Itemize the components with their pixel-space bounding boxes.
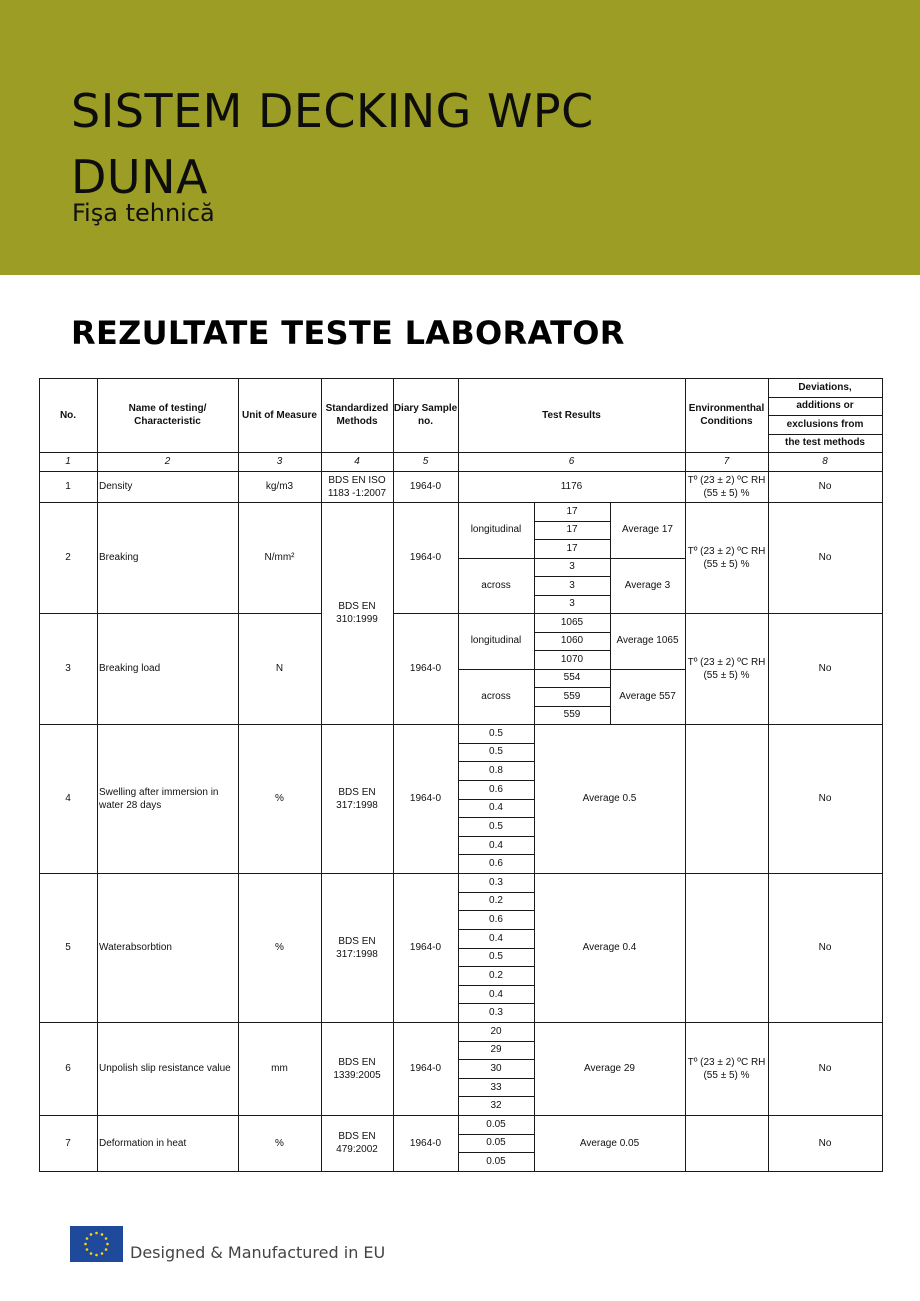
row-unit: % bbox=[275, 942, 284, 953]
row-deviation: No bbox=[818, 793, 832, 804]
group-average: Average 557 bbox=[619, 690, 676, 702]
result-average: Average 0.4 bbox=[582, 942, 637, 953]
row-unit: % bbox=[275, 793, 284, 804]
result-value: 0.8 bbox=[489, 765, 503, 777]
column-number: 3 bbox=[276, 456, 283, 467]
row-diary: 1964-0 bbox=[409, 552, 442, 563]
table-rule bbox=[882, 378, 883, 1171]
result-value: 0.6 bbox=[489, 858, 503, 870]
header-no: No. bbox=[59, 409, 77, 421]
eu-star-icon bbox=[90, 1233, 93, 1236]
eu-star-icon bbox=[105, 1248, 108, 1251]
row-env: Tº (23 ± 2) ºC RH (55 ± 5) % bbox=[687, 545, 766, 570]
row-characteristic: Breaking load bbox=[99, 663, 161, 674]
row-deviation: No bbox=[818, 663, 832, 674]
header-results: Test Results bbox=[542, 409, 601, 421]
result-value: 0.05 bbox=[486, 1156, 506, 1168]
result-value: 559 bbox=[563, 690, 581, 702]
title-line-2: DUNA bbox=[71, 150, 208, 204]
eu-star-icon bbox=[105, 1237, 108, 1240]
eu-star-icon bbox=[95, 1254, 98, 1257]
group-label: across bbox=[481, 690, 511, 702]
result-average: Average 0.5 bbox=[582, 793, 637, 804]
row-method: BDS EN 479:2002 bbox=[336, 1131, 378, 1155]
result-value: 1065 bbox=[560, 616, 584, 628]
row-method: BDS EN ISO 1183 -1:2007 bbox=[327, 474, 387, 499]
result-value: 29 bbox=[490, 1044, 502, 1056]
eu-star-icon bbox=[84, 1243, 87, 1246]
row-deviation: No bbox=[818, 942, 832, 953]
result-value: 559 bbox=[563, 709, 581, 721]
header-unit: Unit of Measure bbox=[241, 409, 317, 421]
result-value: 0.2 bbox=[489, 895, 503, 907]
row-unit: kg/m3 bbox=[265, 481, 294, 492]
result-value: 0.3 bbox=[489, 1007, 503, 1019]
row-diary: 1964-0 bbox=[409, 1063, 442, 1074]
row-env: Tº (23 ± 2) ºC RH (55 ± 5) % bbox=[687, 656, 766, 681]
header-dev-1: Deviations, bbox=[798, 381, 852, 393]
result-value: 20 bbox=[490, 1025, 502, 1037]
page-title bbox=[71, 78, 594, 210]
result-value: 3 bbox=[569, 561, 575, 573]
result-value: 1060 bbox=[560, 635, 584, 647]
result-value: 0.2 bbox=[489, 969, 503, 981]
row-method: BDS EN 317:1998 bbox=[336, 935, 378, 960]
column-number: 2 bbox=[164, 456, 171, 467]
result-value: 17 bbox=[566, 505, 578, 517]
row-diary: 1964-0 bbox=[409, 663, 442, 674]
eu-star-icon bbox=[101, 1252, 104, 1255]
group-average: Average 1065 bbox=[616, 635, 679, 647]
header-dev-4: the test methods bbox=[784, 437, 865, 449]
group-average: Average 3 bbox=[624, 579, 671, 591]
row-unit: % bbox=[275, 1137, 284, 1149]
title-line-1: SISTEM DECKING WPC bbox=[71, 84, 594, 138]
column-number: 8 bbox=[822, 456, 828, 467]
result-average: Average 0.05 bbox=[579, 1137, 640, 1149]
result-value: 32 bbox=[490, 1100, 502, 1112]
row-method: BDS EN 317:1998 bbox=[336, 786, 378, 811]
row-method: BDS EN 1339:2005 bbox=[333, 1056, 381, 1081]
result-value: 554 bbox=[563, 672, 581, 684]
column-number: 4 bbox=[354, 456, 360, 467]
result-value: 0.5 bbox=[489, 820, 503, 832]
result-value: 0.6 bbox=[489, 783, 503, 795]
group-label: across bbox=[481, 579, 511, 591]
header-name: Name of testing/ Characteristic bbox=[128, 403, 207, 427]
result-value: 33 bbox=[490, 1081, 502, 1093]
row-number: 4 bbox=[65, 793, 71, 804]
header-dev-3: exclusions from bbox=[786, 418, 864, 430]
row-characteristic: Swelling after immersion in water 28 days bbox=[99, 786, 219, 811]
group-label: longitudinal bbox=[470, 635, 522, 647]
result-value: 0.5 bbox=[489, 951, 503, 963]
result-value: 17 bbox=[566, 542, 578, 554]
column-number: 5 bbox=[422, 456, 429, 467]
group-average: Average 17 bbox=[622, 524, 673, 536]
result-value: 0.5 bbox=[489, 746, 503, 758]
result-value: 1070 bbox=[560, 653, 584, 665]
row-characteristic: Waterabsorbtion bbox=[99, 942, 172, 953]
result-value: 0.05 bbox=[486, 1137, 506, 1149]
result-value: 0.4 bbox=[489, 932, 503, 944]
row-number: 7 bbox=[65, 1137, 71, 1149]
footer-text: Designed & Manufactured in EU bbox=[130, 1242, 386, 1262]
result-value: 0.3 bbox=[489, 876, 503, 888]
row-number: 5 bbox=[65, 942, 71, 953]
row-number: 3 bbox=[65, 663, 71, 674]
result-value: 30 bbox=[490, 1062, 502, 1074]
row-unit: N bbox=[275, 663, 284, 674]
row-unit: N/mm² bbox=[264, 552, 295, 563]
row-characteristic: Density bbox=[99, 481, 133, 492]
result-value: 17 bbox=[566, 524, 578, 536]
group-label: longitudinal bbox=[470, 524, 522, 536]
row-env: Tº (23 ± 2) ºC RH (55 ± 5) % bbox=[687, 474, 766, 499]
row-result: 1176 bbox=[560, 481, 583, 492]
eu-star-icon bbox=[106, 1243, 109, 1246]
footer bbox=[70, 1225, 385, 1263]
column-number: 6 bbox=[568, 456, 575, 467]
row-characteristic: Deformation in heat bbox=[99, 1137, 187, 1149]
header-diary: Diary Sample no. bbox=[393, 403, 458, 427]
row-characteristic: Unpolish slip resistance value bbox=[99, 1063, 231, 1074]
result-value: 0.05 bbox=[486, 1118, 506, 1130]
result-value: 0.4 bbox=[489, 988, 503, 1000]
result-value: 3 bbox=[569, 579, 575, 591]
header-dev-2: additions or bbox=[796, 400, 854, 412]
row-number: 1 bbox=[65, 481, 71, 492]
row-deviation: No bbox=[818, 552, 832, 563]
row-number: 6 bbox=[65, 1063, 71, 1074]
table-rule bbox=[39, 1171, 883, 1172]
result-value: 3 bbox=[569, 598, 575, 610]
row-diary: 1964-0 bbox=[409, 942, 442, 953]
row-deviation: No bbox=[818, 481, 832, 492]
result-value: 0.4 bbox=[489, 802, 503, 814]
result-value: 0.5 bbox=[489, 727, 503, 739]
header-methods: Standardized Methods bbox=[325, 403, 389, 427]
result-average: Average 29 bbox=[584, 1063, 635, 1074]
eu-star-icon bbox=[90, 1252, 93, 1255]
lab-results-table bbox=[39, 378, 882, 1171]
row-env bbox=[685, 1115, 768, 1171]
row-env bbox=[685, 873, 768, 1022]
eu-star-icon bbox=[95, 1232, 98, 1235]
row-method-merged: BDS EN 310:1999 bbox=[336, 601, 378, 625]
row-deviation: No bbox=[818, 1137, 832, 1149]
result-value: 0.6 bbox=[489, 914, 503, 926]
row-diary: 1964-0 bbox=[409, 793, 442, 804]
section-heading: REZULTATE TESTE LABORATOR bbox=[71, 314, 625, 352]
row-unit: mm bbox=[271, 1063, 288, 1074]
row-env bbox=[685, 724, 768, 873]
header-env: Environmenthal Conditions bbox=[688, 403, 765, 427]
eu-star-icon bbox=[101, 1233, 104, 1236]
column-number: 7 bbox=[723, 456, 730, 467]
column-number: 1 bbox=[65, 456, 71, 467]
page-subtitle: Fişa tehnică bbox=[72, 199, 215, 227]
eu-star-icon bbox=[86, 1248, 89, 1251]
row-diary: 1964-0 bbox=[409, 481, 442, 492]
eu-star-icon bbox=[86, 1237, 89, 1240]
row-characteristic: Breaking bbox=[99, 552, 139, 563]
row-env: Tº (23 ± 2) ºC RH (55 ± 5) % bbox=[687, 1056, 766, 1081]
eu-flag-icon bbox=[70, 1226, 123, 1262]
row-number: 2 bbox=[65, 552, 71, 563]
row-diary: 1964-0 bbox=[409, 1137, 442, 1149]
row-deviation: No bbox=[818, 1063, 832, 1074]
result-value: 0.4 bbox=[489, 839, 503, 851]
